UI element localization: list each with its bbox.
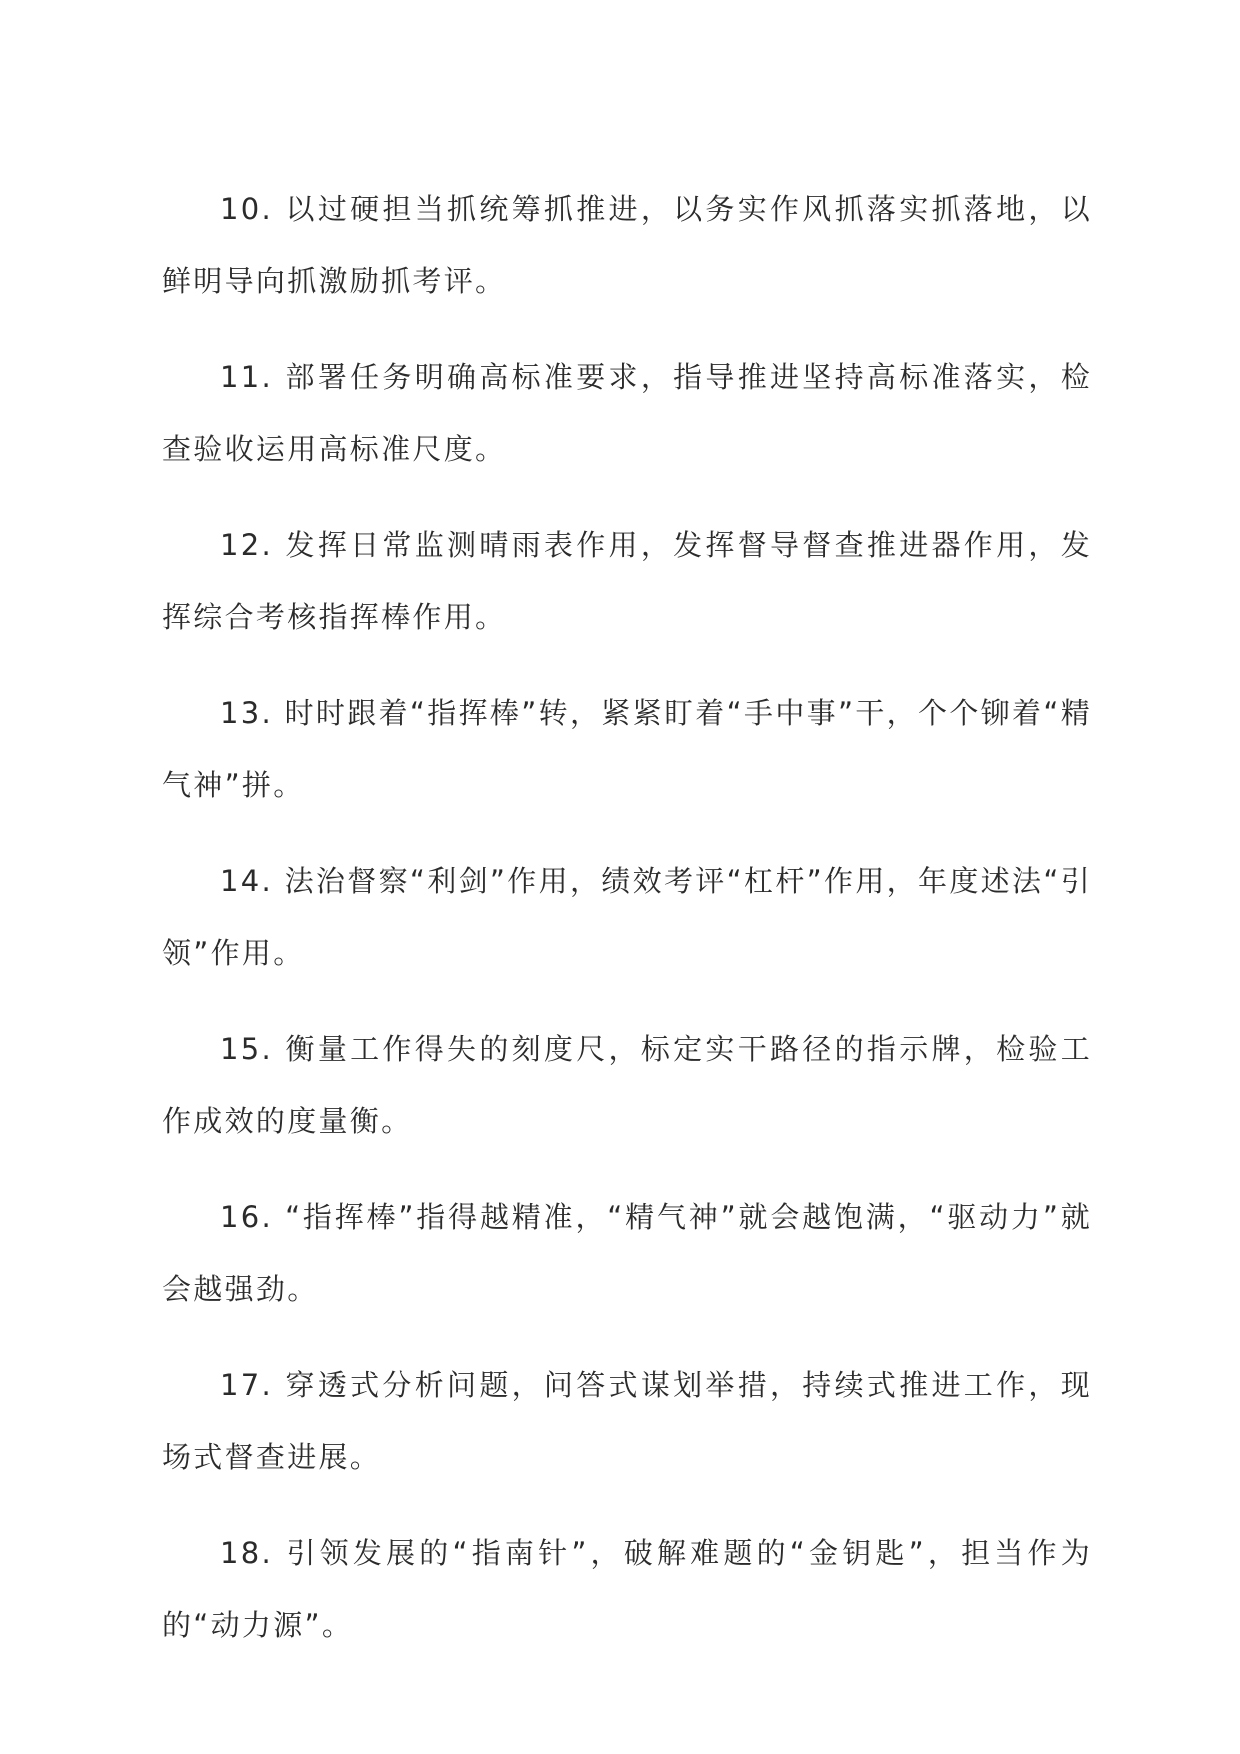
list-item-10: 10. 以过硬担当抓统筹抓推进，以务实作风抓落实抓落地，以鲜明导向抓激励抓考评。 [162,192,1092,298]
list-item-16: 16. “指挥棒”指得越精准，“精气神”就会越饱满，“驱动力”就会越强劲。 [162,1200,1092,1306]
item-list [162,173,1092,1685]
list-item-15: 15. 衡量工作得失的刻度尺，标定实干路径的指示牌，检验工作成效的度量衡。 [162,1032,1092,1138]
list-item-13: 13. 时时跟着“指挥棒”转，紧紧盯着“手中事”干，个个铆着“精气神”拼。 [162,696,1092,802]
list-item-17: 17. 穿透式分析问题，问答式谋划举措，持续式推进工作，现场式督查进展。 [162,1368,1092,1474]
list-item-11: 11. 部署任务明确高标准要求，指导推进坚持高标准落实，检查验收运用高标准尺度。 [162,360,1092,466]
list-item-18: 18. 引领发展的“指南针”，破解难题的“金钥匙”，担当作为的“动力源”。 [162,1536,1092,1642]
list-item-14: 14. 法治督察“利剑”作用，绩效考评“杠杆”作用，年度述法“引领”作用。 [162,864,1092,970]
list-item-12: 12. 发挥日常监测晴雨表作用，发挥督导督查推进器作用，发挥综合考核指挥棒作用。 [162,528,1092,634]
